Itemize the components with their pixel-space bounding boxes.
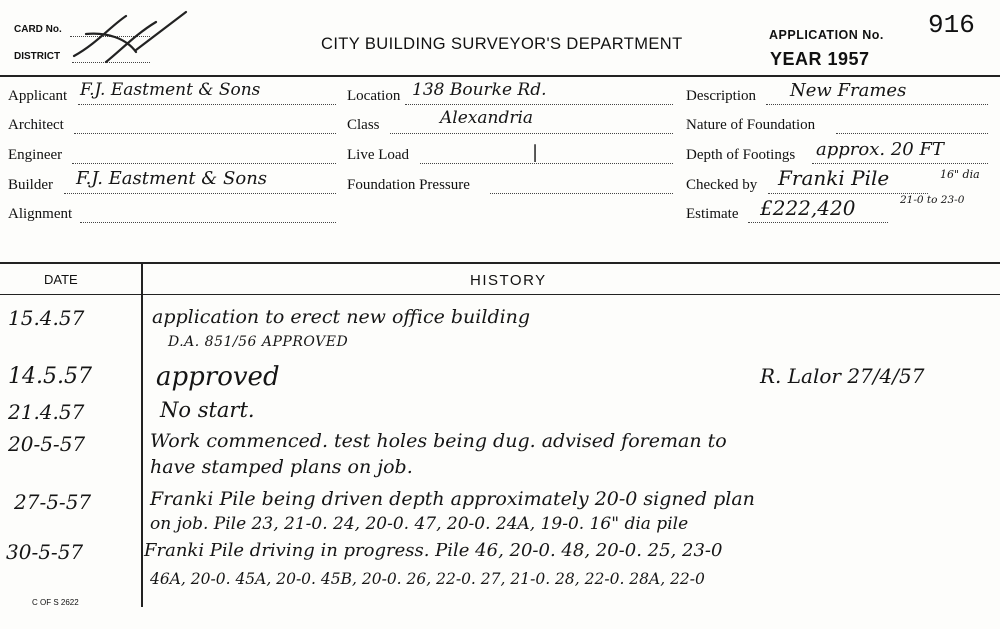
approval-signature: R. Lalor 27/4/57 <box>760 364 925 388</box>
entry-date: 14.5.57 <box>8 364 92 389</box>
builder-value: F.J. Eastment & Sons <box>76 168 268 189</box>
description-label: Description <box>686 88 756 104</box>
district-label: DISTRICT <box>14 51 61 62</box>
year-label: YEAR 1957 <box>770 49 870 69</box>
application-number-label: APPLICATION No. <box>769 28 884 42</box>
nature-of-foundation-label: Nature of Foundation <box>686 117 816 133</box>
entry-line: Franki Pile being driven depth approximately 20-0 signed plan <box>150 488 755 510</box>
entry-line: approved <box>156 362 280 392</box>
depth-of-footings-value: approx. 20 FT <box>816 139 944 160</box>
entry-line: D.A. 851/56 APPROVED <box>168 334 349 350</box>
estimate-label: Estimate <box>686 206 739 222</box>
architect-label: Architect <box>8 117 64 133</box>
entry-line: Work commenced. test holes being dug. advised foreman to <box>150 430 727 452</box>
entry-date: 20-5-57 <box>8 432 86 456</box>
location-value: 138 Bourke Rd. <box>412 80 547 100</box>
class-value: Alexandria <box>440 108 534 128</box>
applicant-value: F.J. Eastment & Sons <box>80 80 261 100</box>
engineer-label: Engineer <box>8 147 63 163</box>
checked-by-label: Checked by <box>686 177 758 193</box>
history-column-header: HISTORY <box>470 272 547 289</box>
date-column-header: DATE <box>44 272 78 287</box>
entry-date: 30-5-57 <box>6 540 84 564</box>
department-title: CITY BUILDING SURVEYOR'S DEPARTMENT <box>321 35 683 53</box>
checked-by-value: Franki Pile <box>778 166 890 190</box>
entry-date: 15.4.57 <box>8 306 85 330</box>
entry-date: 21.4.57 <box>8 400 85 424</box>
description-value: New Frames <box>790 80 907 101</box>
checked-by-range: 21-0 to 23-0 <box>900 194 965 206</box>
estimate-value: £222,420 <box>760 196 856 220</box>
entry-date: 27-5-57 <box>14 490 92 514</box>
applicant-label: Applicant <box>8 88 68 104</box>
application-number: 916 <box>928 10 975 40</box>
entry-line: Franki Pile driving in progress. Pile 46, 20-0. 48, 20-0. 25, 23-0 <box>144 540 723 561</box>
form-code: C OF S 2622 <box>32 598 79 607</box>
alignment-label: Alignment <box>8 206 73 222</box>
entry-line: No start. <box>160 398 255 422</box>
entry-line: 46A, 20-0. 45A, 20-0. 45B, 20-0. 26, 22-0. 27, 21-0. 28, 22-0. 28A, 22-0 <box>150 570 705 588</box>
location-label: Location <box>347 88 401 104</box>
live-load-value: | <box>532 142 539 163</box>
entry-line: on job. Pile 23, 21-0. 24, 20-0. 47, 20-0. 24A, 19-0. 16" dia pile <box>150 514 689 534</box>
foundation-pressure-label: Foundation Pressure <box>347 177 470 193</box>
depth-of-footings-label: Depth of Footings <box>686 147 796 163</box>
live-load-label: Live Load <box>347 147 410 163</box>
builder-label: Builder <box>8 177 53 193</box>
checked-by-note: 16" dia <box>940 168 980 181</box>
district-scribble-mark <box>66 4 196 68</box>
class-label: Class <box>347 117 380 133</box>
entry-line: application to erect new office building <box>152 306 531 328</box>
entry-line: have stamped plans on job. <box>150 456 413 478</box>
card-no-label: CARD No. <box>14 24 62 35</box>
